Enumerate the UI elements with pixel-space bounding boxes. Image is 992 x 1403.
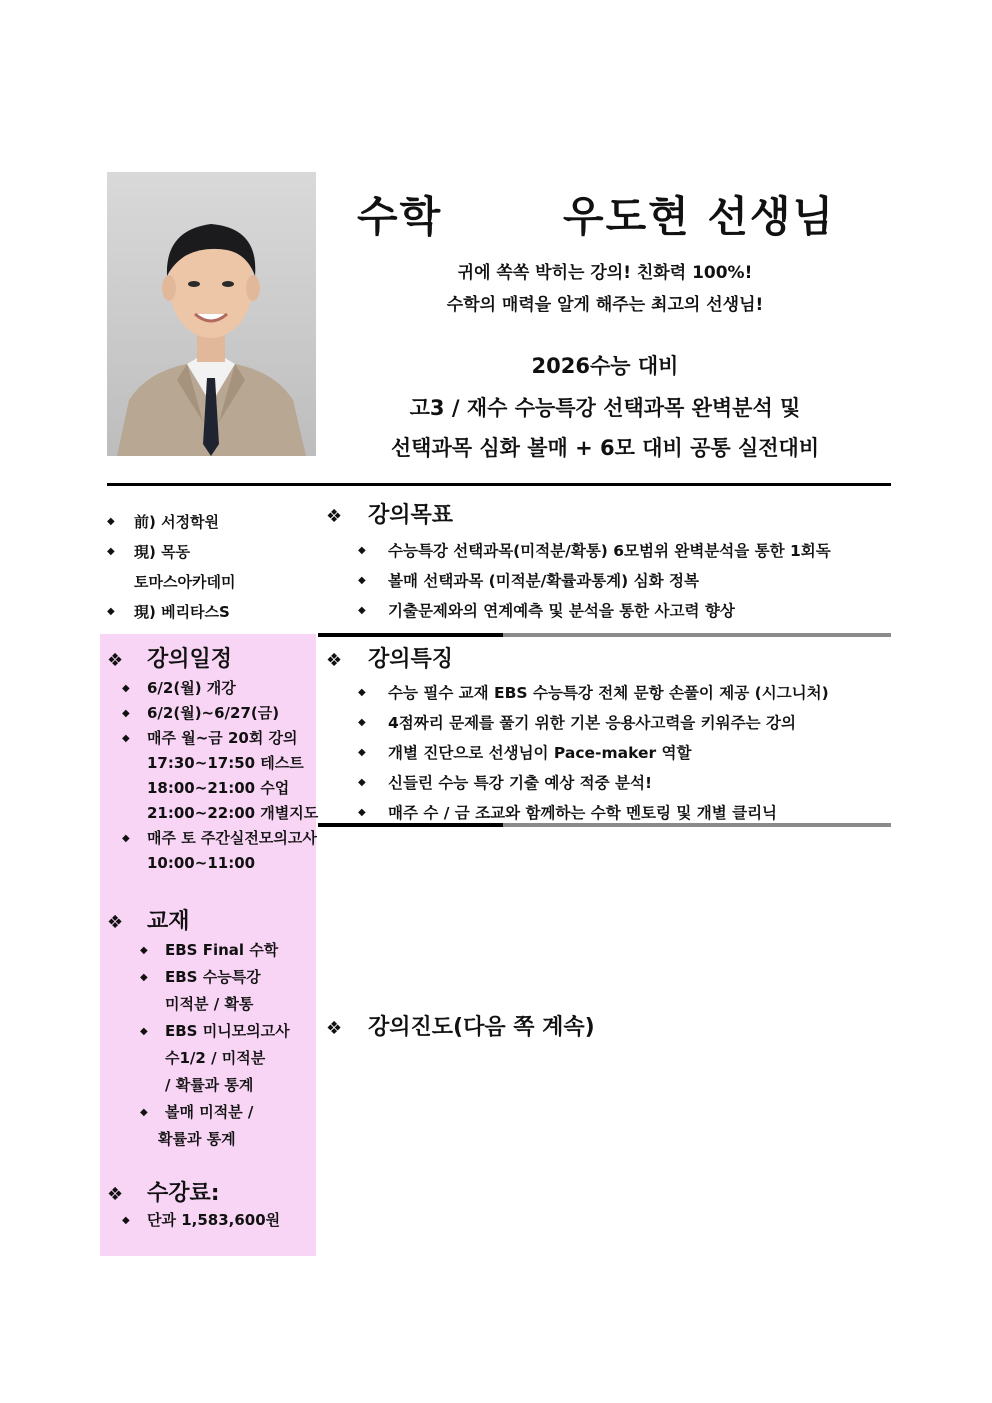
list-item: ◆ 수능특강 선택과목(미적분/확통) 6모범위 완벽분석을 통한 1회독 [358, 536, 831, 566]
diamond-bullet-icon: ◆ [122, 708, 130, 719]
list-item: ◆ 매주 토 주간실전모의고사 [122, 826, 318, 851]
diamond-bullet-icon: ◆ [122, 1215, 130, 1226]
list-item: ◆ 4점짜리 문제를 풀기 위한 기본 응용사고력을 키워주는 강의 [358, 708, 829, 738]
fee-heading: ❖ 수강료: [107, 1181, 220, 1206]
diamond-bullet-icon: ◆ [358, 807, 366, 818]
diamond-cluster-icon: ❖ [326, 506, 343, 527]
list-item-continuation: 18:00~21:00 수업 [147, 779, 290, 797]
diamond-cluster-icon: ❖ [326, 650, 343, 671]
list-item-continuation: 21:00~22:00 개별지도 [147, 804, 319, 822]
section-divider [318, 823, 503, 827]
list-item: ◆ 매주 월~금 20회 강의 [122, 726, 318, 751]
list-item: ◆ 볼매 미적분 / [140, 1099, 290, 1126]
schedule-list [122, 676, 318, 876]
diamond-bullet-icon: ◆ [107, 546, 115, 557]
textbook-list [140, 937, 290, 1153]
list-item: ◆ 現) 목동 [107, 537, 312, 567]
list-item: ◆ EBS 수능특강 [140, 964, 290, 991]
list-item-continuation: / 확률과 통계 [165, 1076, 254, 1094]
list-item: ◆ 수능 필수 교재 EBS 수능특강 전체 문항 손풀이 제공 (시그니처) [358, 678, 829, 708]
teacher-photo [107, 172, 316, 456]
features-heading: ❖ 강의특징 [326, 647, 454, 672]
diamond-bullet-icon: ◆ [358, 545, 366, 556]
diamond-bullet-icon: ◆ [107, 606, 115, 617]
diamond-cluster-icon: ❖ [107, 912, 124, 933]
diamond-bullet-icon: ◆ [358, 777, 366, 788]
list-item: ◆ 6/2(월)~6/27(금) [122, 701, 318, 726]
list-item-continuation: 확률과 통계 [158, 1130, 236, 1148]
diamond-bullet-icon: ◆ [358, 575, 366, 586]
list-item-continuation: 10:00~11:00 [147, 854, 256, 872]
diamond-cluster-icon: ❖ [107, 650, 124, 671]
list-item-continuation: 토마스아카데미 [134, 573, 236, 591]
list-item: ◆ EBS Final 수학 [140, 937, 290, 964]
diamond-bullet-icon: ◆ [140, 945, 148, 956]
textbook-heading: ❖ 교재 [107, 909, 190, 934]
list-item: ◆ 단과 1,583,600원 [122, 1208, 280, 1233]
fee-list [122, 1208, 280, 1233]
slogan-line-2: 수학의 매력을 알게 해주는 최고의 선생님! [446, 295, 764, 315]
schedule-heading: ❖ 강의일정 [107, 647, 233, 672]
diamond-bullet-icon: ◆ [140, 1026, 148, 1037]
header-divider [107, 483, 891, 486]
course-line-3: 선택과목 심화 볼매 + 6모 대비 공통 실전대비 [390, 436, 820, 460]
list-item-continuation: 미적분 / 확통 [165, 995, 254, 1013]
diamond-bullet-icon: ◆ [358, 747, 366, 758]
diamond-bullet-icon: ◆ [140, 972, 148, 983]
career-list [107, 507, 312, 627]
course-line-2: 고3 / 재수 수능특강 선택과목 완벽분석 및 [409, 396, 801, 420]
diamond-bullet-icon: ◆ [358, 717, 366, 728]
diamond-bullet-icon: ◆ [122, 833, 130, 844]
teacher-name: 우도현 선생님 [563, 192, 836, 241]
features-list [358, 678, 829, 828]
goals-list [358, 536, 831, 626]
diamond-bullet-icon: ◆ [358, 605, 366, 616]
list-item: ◆ 前) 서정학원 [107, 507, 312, 537]
list-item: ◆ 매주 수 / 금 조교와 함께하는 수학 멘토링 및 개별 클리닉 [358, 798, 829, 828]
list-item: ◆ 신들린 수능 특강 기출 예상 적중 분석! [358, 768, 829, 798]
slogan-line-1: 귀에 쏙쏙 박히는 강의! 친화력 100%! [457, 263, 753, 283]
diamond-bullet-icon: ◆ [122, 733, 130, 744]
list-item-continuation: 수1/2 / 미적분 [165, 1049, 266, 1067]
list-item: ◆ 볼매 선택과목 (미적분/확률과통계) 심화 정복 [358, 566, 831, 596]
section-divider [503, 823, 891, 827]
list-item: ◆ 기출문제와의 연계예측 및 분석을 통한 사고력 향상 [358, 596, 831, 626]
list-item: ◆ 6/2(월) 개강 [122, 676, 318, 701]
diamond-cluster-icon: ❖ [326, 1018, 343, 1039]
list-item: ◆ 現) 베리타스S [107, 597, 312, 627]
progress-heading: ❖ 강의진도(다음 쪽 계속) [326, 1015, 595, 1040]
diamond-cluster-icon: ❖ [107, 1184, 124, 1205]
course-line-1: 2026수능 대비 [531, 354, 679, 378]
section-divider [318, 633, 503, 637]
diamond-bullet-icon: ◆ [140, 1107, 148, 1118]
list-item: ◆ EBS 미니모의고사 [140, 1018, 290, 1045]
list-item-continuation: 17:30~17:50 테스트 [147, 754, 304, 772]
section-divider [503, 633, 891, 637]
diamond-bullet-icon: ◆ [122, 683, 130, 694]
goals-heading: ❖ 강의목표 [326, 503, 454, 528]
subject-title: 수학 [357, 192, 443, 241]
list-item: ◆ 개별 진단으로 선생님이 Pace-maker 역할 [358, 738, 829, 768]
diamond-bullet-icon: ◆ [107, 516, 115, 527]
diamond-bullet-icon: ◆ [358, 687, 366, 698]
